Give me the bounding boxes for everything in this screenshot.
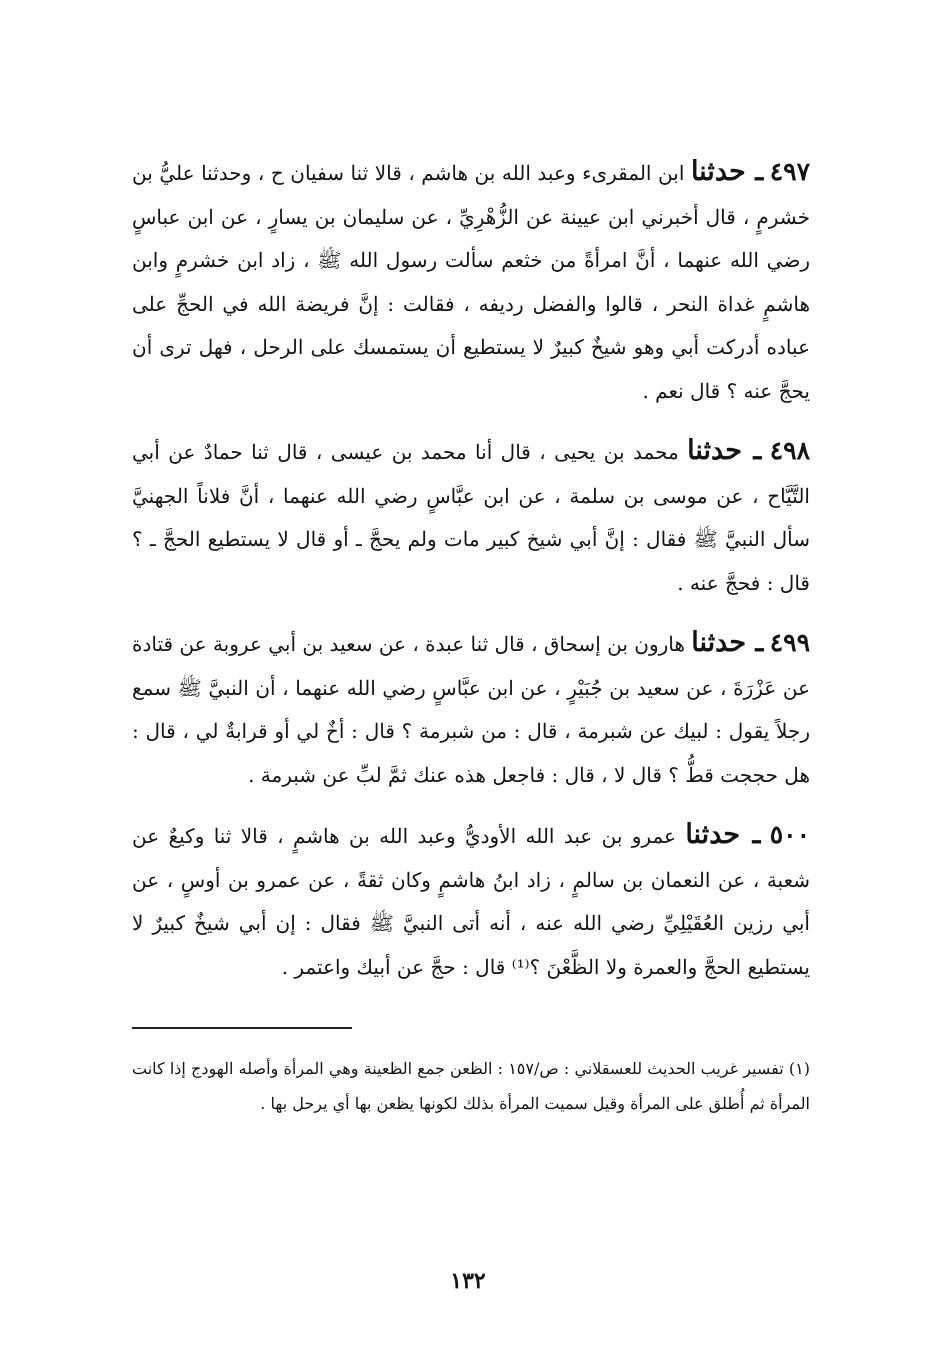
hadith-heading: ـ حدثنا (690, 156, 764, 187)
hadith-heading: ـ حدثنا (685, 819, 761, 850)
hadith-number: ٤٩٩ (769, 628, 811, 657)
hadith-499 (132, 621, 810, 797)
footnote (132, 1051, 810, 1121)
hadith-number: ٥٠٠ (769, 820, 811, 849)
hadith-heading: ـ حدثنا (691, 627, 764, 658)
hadith-498 (132, 429, 810, 605)
hadith-number: ٤٩٨ (769, 436, 811, 465)
hadith-heading: ـ حدثنا (687, 435, 762, 466)
hadith-text: هارون بن إسحاق ، قال ثنا عبدة ، عن سعيد بن أبي عروبة عن قتادة عن عَزْرَةَ ، عن سعيد بن جُبَيْرٍ ، عن ابن عبَّاسٍ رضي الله عنهما ، أن النبيَّ ﷺ سمع رجلاً يقول : لبيك عن شبرمة ، قال : من شبرمة ؟ قال : أخٌ لي أو قرابةٌ لي ، قال : هل حججت قطُّ ؟ قال لا ، قال : فاجعل هذه عنك ثمَّ لبِّ عن شبرمة . (132, 632, 810, 787)
footnote-divider (132, 1027, 352, 1029)
hadith-text: عمرو بن عبد الله الأوديُّ وعبد الله بن هاشمٍ ، قالا ثنا وكيعٌ عن شعبة ، عن النعمان بن سالمٍ ، زاد ابنُ هاشمٍ وكان ثقةً ، عن عمرو بن أوسٍ ، عن أبي رزين العُقَيْلِيِّ رضي الله عنه ، أنه أتى النبيَّ ﷺ فقال : إن أبي شيخٌ كبيرٌ لا يستطيع الحجَّ والعمرة ولا الظَّعْنَ ؟⁽¹⁾ قال : حجَّ عن أبيك واعتمر . (132, 824, 810, 979)
hadith-text: ابن المقرىء وعبد الله بن هاشم ، قالا ثنا سفيان ح ، وحدثنا عليُّ بن خشرمٍ ، قال أخبرني ابن عيينة عن الزُّهْرِيِّ ، عن سليمان بن يسارٍ ، عن ابن عباسٍ رضي الله عنهما ، أنَّ امرأةً من خثعم سألت رسول الله ﷺ ، زاد ابن خشرمٍ وابن هاشمٍ غداة النحر ، قالوا والفضل رديفه ، فقالت : إنَّ فريضة الله في الحجِّ على عباده أدركت أبي وهو شيخٌ كبيرٌ لا يستطيع أن يستمسك على الرحل ، فهل ترى أن يحجَّ عنه ؟ قال نعم . (132, 161, 810, 403)
hadith-500 (132, 813, 810, 989)
page-number: ١٣٢ (450, 1268, 486, 1294)
footnote-text: تفسير غريب الحديث للعسقلاني : ص/١٥٧ : الظعن جمع الظعينة وهي المرأة وأصله الهودج إذا كانت المرأة ثم أُطلق على المرأة وقيل سميت المرأة بذلك لكونها يظعن بها أي يرحل بها . (132, 1059, 810, 1113)
footnote-marker: (١) (788, 1059, 811, 1078)
hadith-text: محمد بن يحيى ، قال أنا محمد بن عيسى ، قال ثنا حمادٌ عن أبي التَّيَّاح ، عن موسى بن سلمة ، عن ابن عبَّاسٍ رضي الله عنهما ، أنَّ فلاناً الجهنيَّ سأل النبيَّ ﷺ فقال : إنَّ أبي شيخ كبير مات ولم يحجَّ ـ أو قال لا يستطيع الحجَّ ـ ؟ قال : فحجَّ عنه . (132, 440, 810, 595)
hadith-number: ٤٩٧ (769, 157, 811, 186)
hadith-497 (132, 150, 810, 413)
